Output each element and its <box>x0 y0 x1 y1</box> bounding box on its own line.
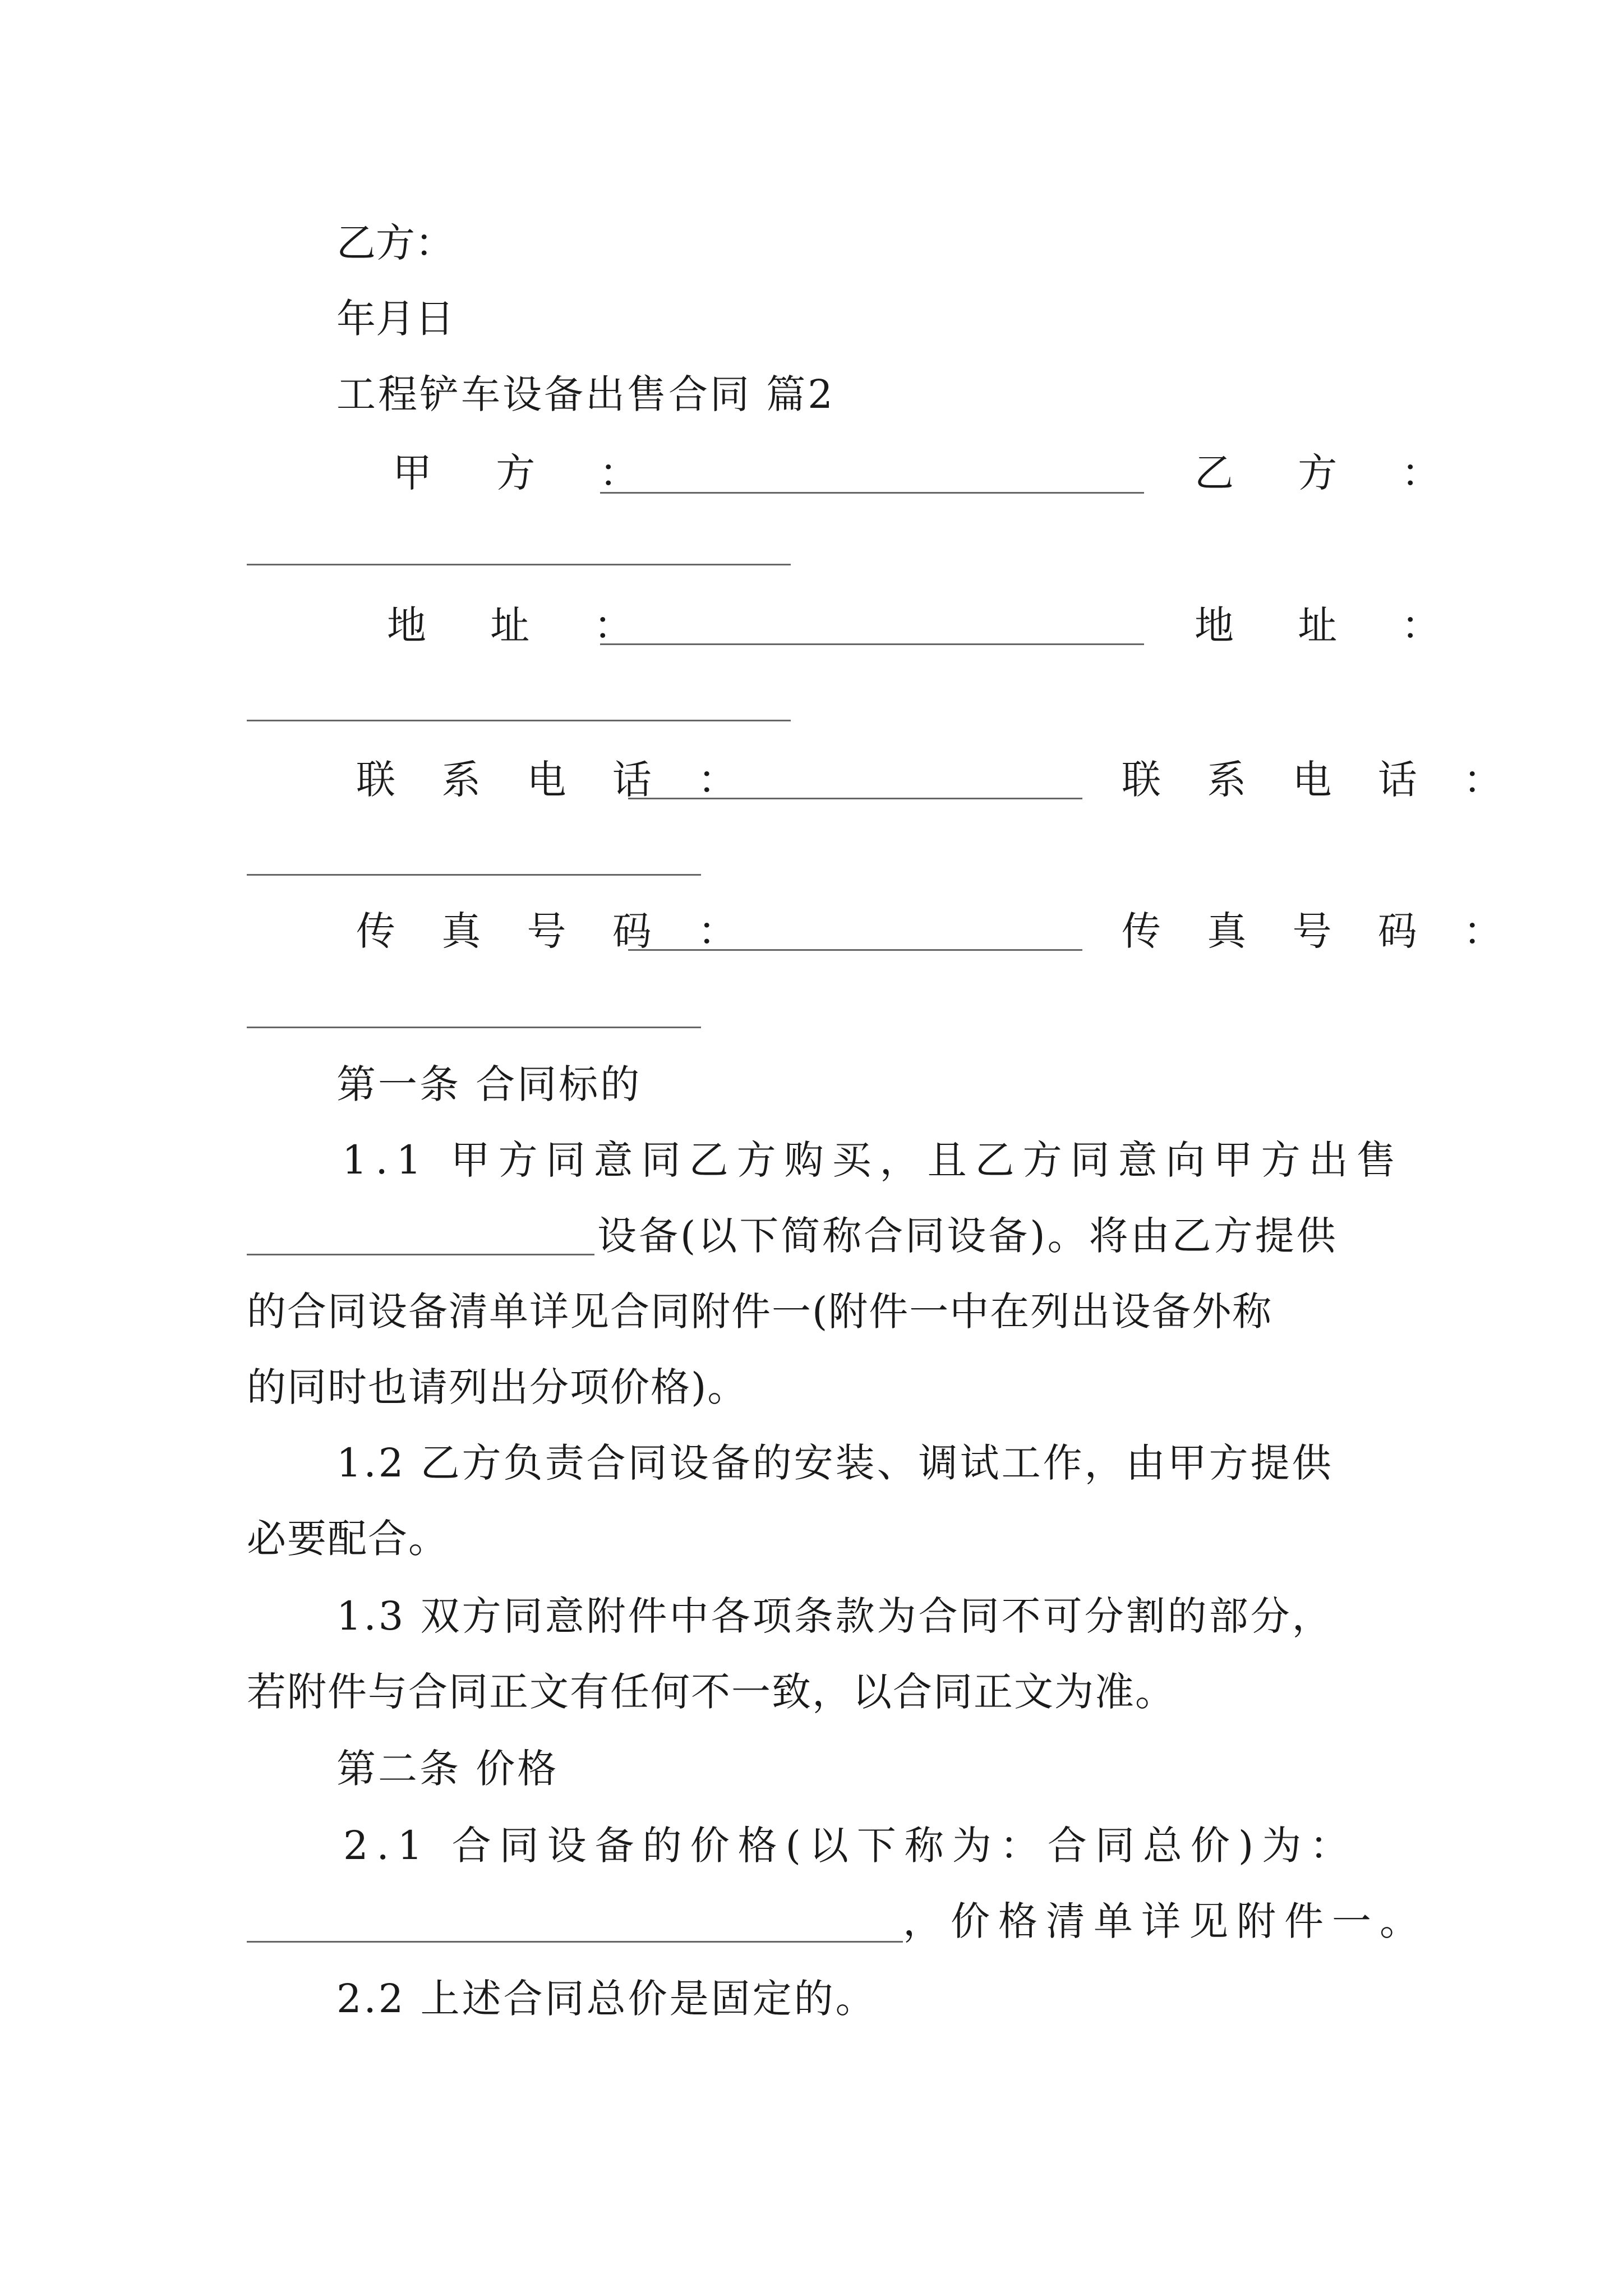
fax-a-blank <box>628 949 1082 951</box>
article-2-2-line-1: 2.2 上述合同总价是固定的。 <box>336 1976 877 2022</box>
phone-b-blank <box>247 874 701 876</box>
article-2-title: 第二条 价格 <box>336 1746 559 1792</box>
article-1-1-line-2: 设备(以下简称合同设备)。将由乙方提供 <box>597 1213 1338 1259</box>
article-1-3-line-1: 1.3 双方同意附件中各项条款为合同不可分割的部分， <box>336 1593 1334 1639</box>
equipment-name-blank <box>247 1254 594 1255</box>
phone-a-blank <box>628 798 1082 799</box>
article-1-3-line-2: 若附件与合同正文有任何不一致，以合同正文为准。 <box>247 1669 1175 1715</box>
fax-a-label: 传 真 号 码 ： <box>356 908 754 954</box>
party-a-blank <box>600 492 1144 494</box>
article-1-title: 第一条 合同标的 <box>336 1061 642 1107</box>
address-b-label: 地 址 ： <box>1195 602 1467 648</box>
contract-price-blank <box>247 1941 903 1943</box>
article-2-1-line-2: ，价格清单详见附件一。 <box>903 1898 1427 1944</box>
address-a-label: 地 址 ： <box>387 602 659 648</box>
address-a-blank <box>600 643 1144 645</box>
article-1-1-line-3: 的合同设备清单详见合同附件一(附件一中在列出设备外称 <box>247 1289 1273 1335</box>
party-b-blank <box>247 564 791 565</box>
date-line: 年月日 <box>336 296 454 342</box>
fax-b-blank <box>247 1027 701 1028</box>
phone-b-label: 联 系 电 话 ： <box>1122 757 1520 803</box>
article-1-1-line-1: 1.1 甲方同意同乙方购买，且乙方同意向甲方出售 <box>342 1137 1404 1183</box>
party-a-label: 甲 方 ： <box>393 450 665 496</box>
fax-b-label: 传 真 号 码 ： <box>1122 908 1520 954</box>
section-title: 工程铲车设备出售合同 篇2 <box>336 371 835 417</box>
address-b-blank <box>247 720 791 721</box>
phone-a-label: 联 系 电 话 ： <box>356 757 754 803</box>
article-1-2-line-2: 必要配合。 <box>247 1516 449 1562</box>
article-2-1-line-1: 2.1 合同设备的价格(以下称为：合同总价)为： <box>343 1823 1358 1869</box>
article-1-2-line-1: 1.2 乙方负责合同设备的安装、调试工作，由甲方提供 <box>336 1440 1334 1486</box>
article-1-1-line-4: 的同时也请列出分项价格)。 <box>247 1364 748 1410</box>
party-b-label: 乙 方 ： <box>1195 450 1467 496</box>
party-b-signature-label: 乙方： <box>336 220 454 266</box>
